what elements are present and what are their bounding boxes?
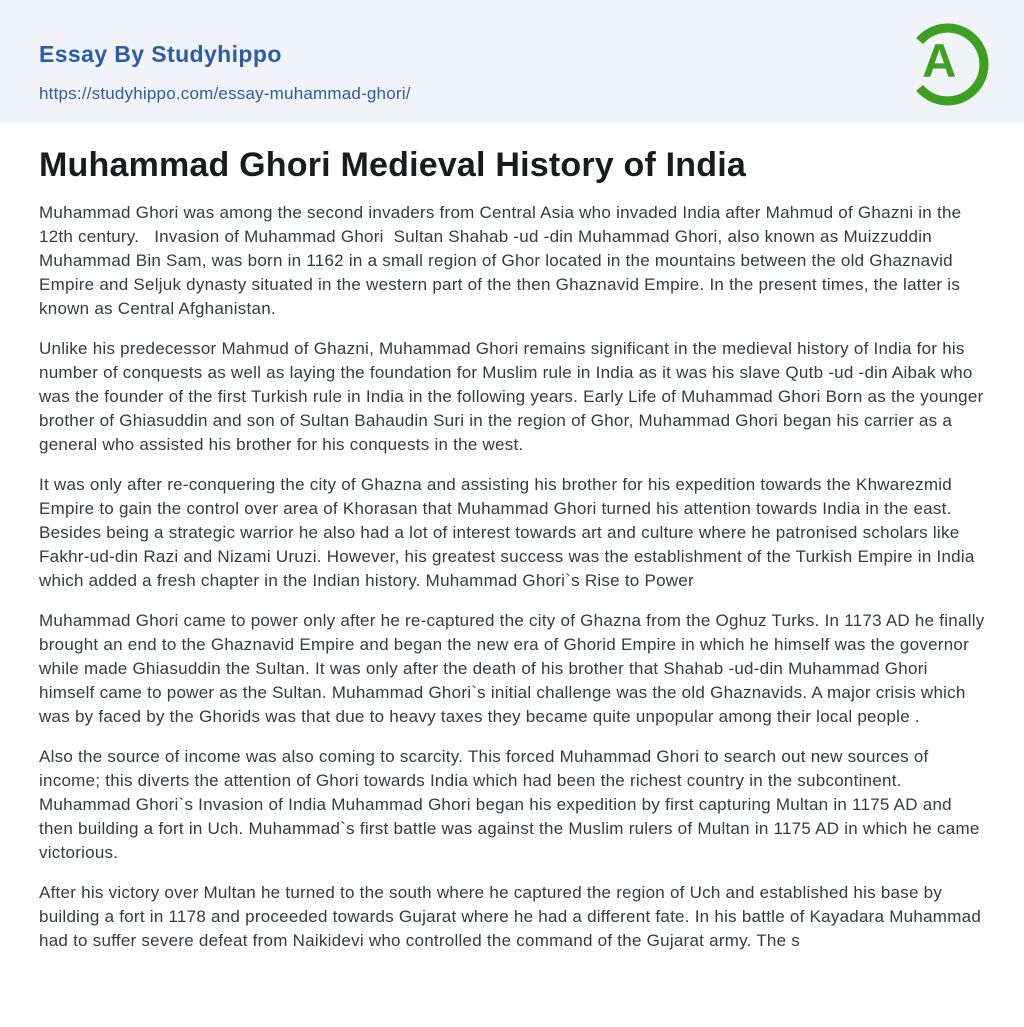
essay-paragraph: Muhammad Ghori was among the second invaders from Central Asia who invaded India after Mahmud of Ghazni in the 12th century. Invasion of Muhammad Ghori Sultan Shahab -ud -din Muhammad Ghori, also known as Muizzuddin Muhammad Bin Sam, was born in 1162 in a small region of Ghor located in the mountains between the old Ghaznavid Empire and Seljuk dynasty situated in the western part of the then Ghaznavid Empire. In the present times, the latter is known as Central Afghanistan. (39, 203, 967, 318)
header-banner (0, 0, 1024, 123)
essay-paragraph: Also the source of income was also coming to scarcity. This forced Muhammad Ghori to search out new sources of income; this diverts the attention of Ghori towards India which had been the richest country in the subcontinent. Muhammad Ghori`s Invasion of India Muhammad Ghori began his expedition by first capturing Multan in 1175 AD and then building a fort in Uch. Muhammad`s first battle was against the Muslim rulers of Multan in 1175 AD in which he came victorious. (39, 747, 985, 862)
essay-paragraph: Unlike his predecessor Mahmud of Ghazni, Muhammad Ghori remains significant in the medieval history of India for his number of conquests as well as laying the foundation for Muslim rule in India as it was his slave Qutb -ud -din Aibak who was the founder of the first Turkish rule in India in the following years. Early Life of Muhammad Ghori Born as the younger brother of Ghiasuddin and son of Sultan Bahaudin Suri in the region of Ghor, Muhammad Ghori began his carrier as a general who assisted his brother for his conquests in the west. (39, 339, 989, 454)
studyhippo-logo (902, 19, 993, 110)
essay-paragraph: After his victory over Multan he turned to the south where he captured the region of Uch and established his base by building a fort in 1178 and proceeded towards Gujarat where he had a different fate. In his battle of Kayadara Muhammad had to suffer severe defeat from Naikidevi who controlled the command of the Gujarat army. The s (39, 883, 987, 950)
logo-letter: A (922, 35, 957, 89)
site-title: Essay By Studyhippo (39, 41, 282, 67)
essay-url-link[interactable]: https://studyhippo.com/essay-muhammad-ghori/ (39, 84, 411, 103)
essay-paragraph: It was only after re-conquering the city of Ghazna and assisting his brother for his expedition towards the Khwarezmid Empire to gain the control over area of Khorasan that Muhammad Ghori turned his attention towards India in the east. Besides being a strategic warrior he also had a lot of interest towards art and culture where he patronised scholars like Fakhr-ud-din Razi and Nizami Uruzi. However, his greatest success was the establishment of the Turkish Empire in India which added a fresh chapter in the Indian history. Muhammad Ghori`s Rise to Power (39, 475, 980, 590)
page-title: Muhammad Ghori Medieval History of India (39, 146, 746, 184)
essay-paragraph: Muhammad Ghori came to power only after he re-captured the city of Ghazna from the Oghuz Turks. In 1173 AD he finally brought an end to the Ghaznavid Empire and began the new era of Ghorid Empire in which he himself was the governor while made Ghiasuddin the Sultan. It was only after the death of his brother that Shahab -ud-din Muhammad Ghori himself came to power as the Sultan. Muhammad Ghori`s initial challenge was the old Ghaznavids. A major crisis which was by faced by the Ghorids was that due to heavy taxes they became quite unpopular among their local people . (39, 611, 990, 726)
essay-content (0, 145, 1024, 953)
